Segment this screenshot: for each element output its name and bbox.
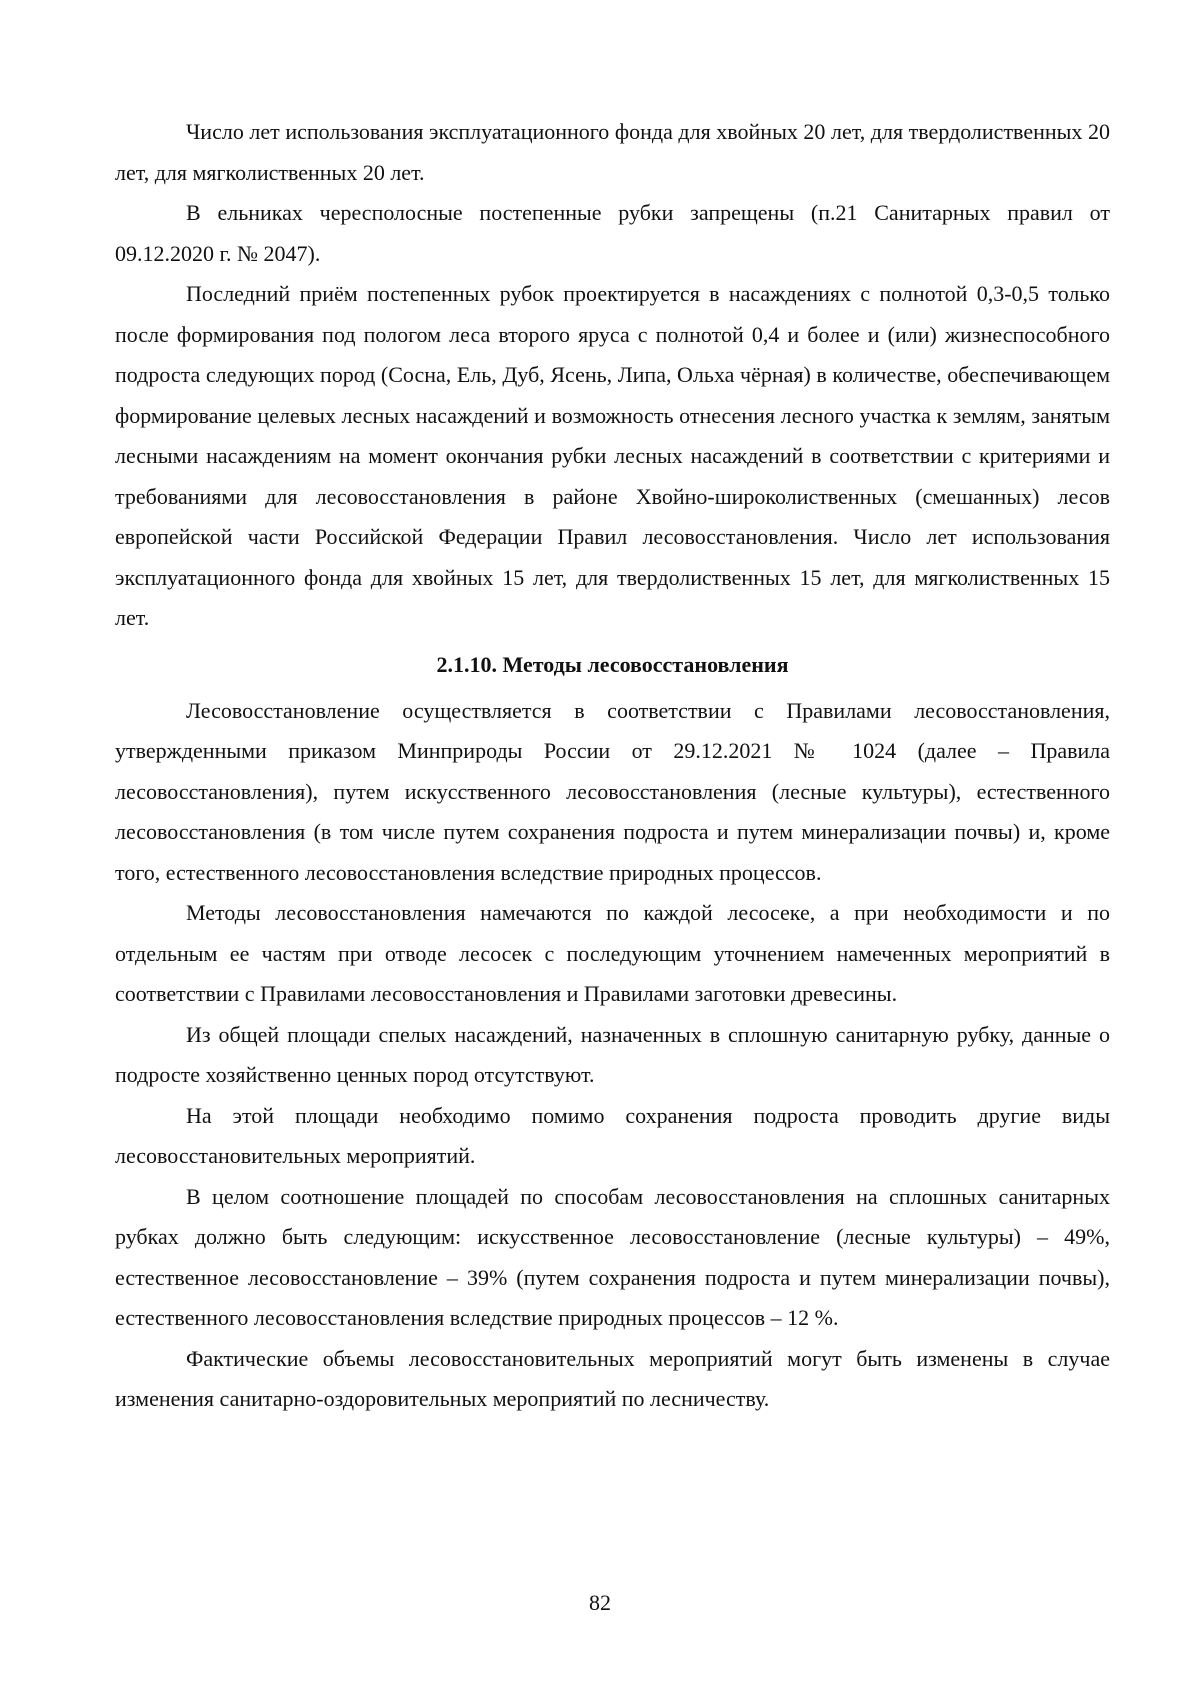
paragraph-operational-fund-years: Число лет использования эксплуатационного фонда для хвойных 20 лет, для твердолиственных 20 лет, для мягколиственных 20 лет. bbox=[115, 119, 1110, 185]
paragraph-reforestation-rules: Лесовосстановление осуществляется в соответствии с Правилами лесовосстановления, утвержденными приказом Минприроды России от 29.12.2021 № 1024 (далее – Правила лесовосстановления), путем искусственного лесовосстановления (лесные культуры), естественного лесовосстановления (в том числе путем сохранения подроста и путем минерализации почвы) и, кроме того, естественного лесовосстановления вследствие природных процессов. bbox=[115, 697, 1110, 885]
paragraph-final-gradual-cutting: Последний приём постепенных рубок проектируется в насаждениях с полнотой 0,3-0,5 только после формирования под пологом леса второго яруса с полнотой 0,4 и более и (или) жизнеспособного подроста следующих пород (Сосна, Ель, Дуб, Ясень, Липа, Ольха чёрная) в количестве, обеспечивающем формирование целевых лесных насаждений и возможность отнесения лесного участка к землям, занятым лесными насаждениям на момент окончания рубки лесных насаждений в соответствии с критериями и требованиями для лесовосстановления в районе Хвойно-широколиственных (смешанных) лесов европейской части Российской Федерации Правил лесовосстановления. Число лет использования эксплуатационного фонда для хвойных 15 лет, для твердолиственных 15 лет, для мягколиственных 15 лет. bbox=[115, 281, 1110, 630]
paragraph-spruce-strip-cutting: В ельниках чересполосные постепенные рубки запрещены (п.21 Санитарных правил от 09.12.2020 г. № 2047). bbox=[115, 200, 1110, 266]
page-number: 82 bbox=[589, 1590, 611, 1615]
paragraph-other-measures: На этой площади необходимо помимо сохранения подроста проводить другие виды лесовосстановительных мероприятий. bbox=[115, 1102, 1110, 1168]
paragraph-undergrowth-data: Из общей площади спелых насаждений, назначенных в сплошную санитарную рубку, данные о подросте хозяйственно ценных пород отсутствуют. bbox=[115, 1021, 1110, 1087]
paragraph-actual-volumes: Фактические объемы лесовосстановительных мероприятий могут быть изменены в случае изменения санитарно-оздоровительных мероприятий по лесничеству. bbox=[115, 1345, 1110, 1411]
paragraph-area-ratio: В целом соотношение площадей по способам лесовосстановления на сплошных санитарных рубках должно быть следующим: искусственное лесовосстановление (лесные культуры) – 49%, естественное лесовосстановление – 39% (путем сохранения подроста и путем минерализации почвы), естественного лесовосстановления вследствие природных процессов – 12 %. bbox=[115, 1183, 1110, 1330]
paragraph-reforestation-methods: Методы лесовосстановления намечаются по каждой лесосеке, а при необходимости и по отдельным ее частям при отводе лесосек с последующим уточнением намеченных мероприятий в соответствии с Правилами лесовосстановления и Правилами заготовки древесины. bbox=[115, 900, 1110, 1006]
section-heading: 2.1.10. Методы лесовосстановления bbox=[436, 651, 789, 677]
document-body bbox=[115, 112, 1110, 1420]
